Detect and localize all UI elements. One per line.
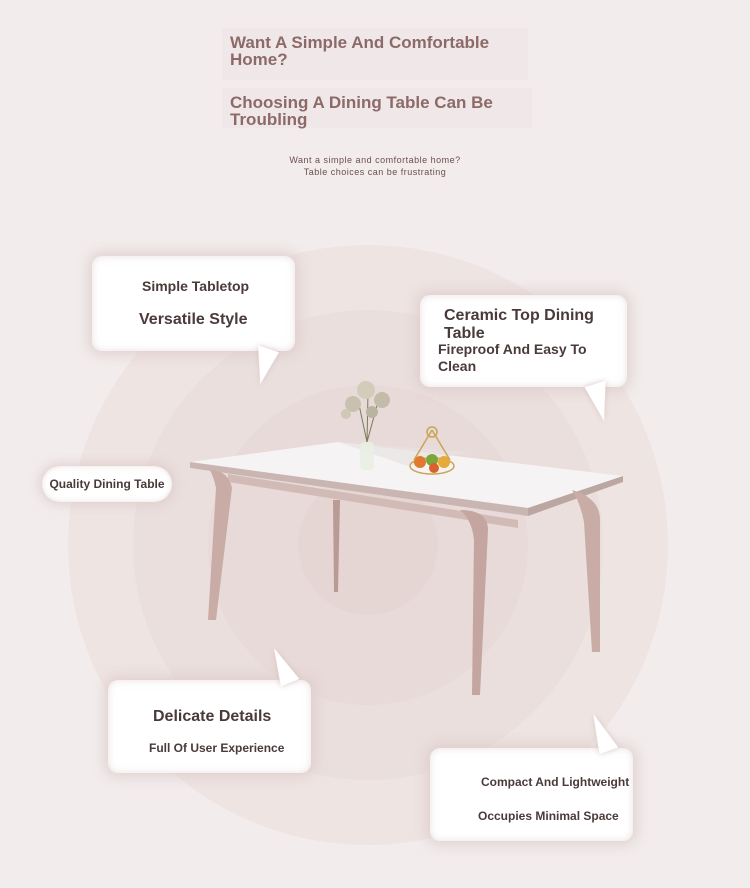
table-leg (572, 490, 600, 652)
callout-details-subtitle: Full Of User Experience (149, 741, 285, 755)
subtitle-line-1: Want a simple and comfortable home? (289, 155, 461, 165)
callout-compact-subtitle: Occupies Minimal Space (478, 809, 619, 823)
table-leg (208, 470, 232, 620)
table-leg (333, 500, 340, 592)
callout-ceramic-title: Ceramic Top Dining Table (444, 307, 594, 342)
headline-home: Want A Simple And Comfortable Home? (222, 28, 528, 80)
table-leg (460, 510, 488, 695)
callout-compact (430, 748, 633, 841)
callout-details-title: Delicate Details (153, 708, 272, 725)
callout-quality: Quality Dining Table (42, 466, 172, 502)
callout-tabletop-title: Simple Tabletop (142, 278, 250, 294)
vase (360, 442, 374, 470)
headline-dining-table: Choosing A Dining Table Can Be Troubling (222, 88, 532, 128)
callout-compact-title: Compact And Lightweight (481, 775, 630, 789)
callout-tabletop (92, 256, 295, 351)
dining-table-image (188, 370, 628, 700)
subtitle-line-2: Table choices can be frustrating (303, 167, 447, 177)
callout-ceramic-subtitle: Fireproof And Easy To Clean (438, 341, 587, 374)
callout-tabletop-subtitle: Versatile Style (139, 311, 248, 328)
